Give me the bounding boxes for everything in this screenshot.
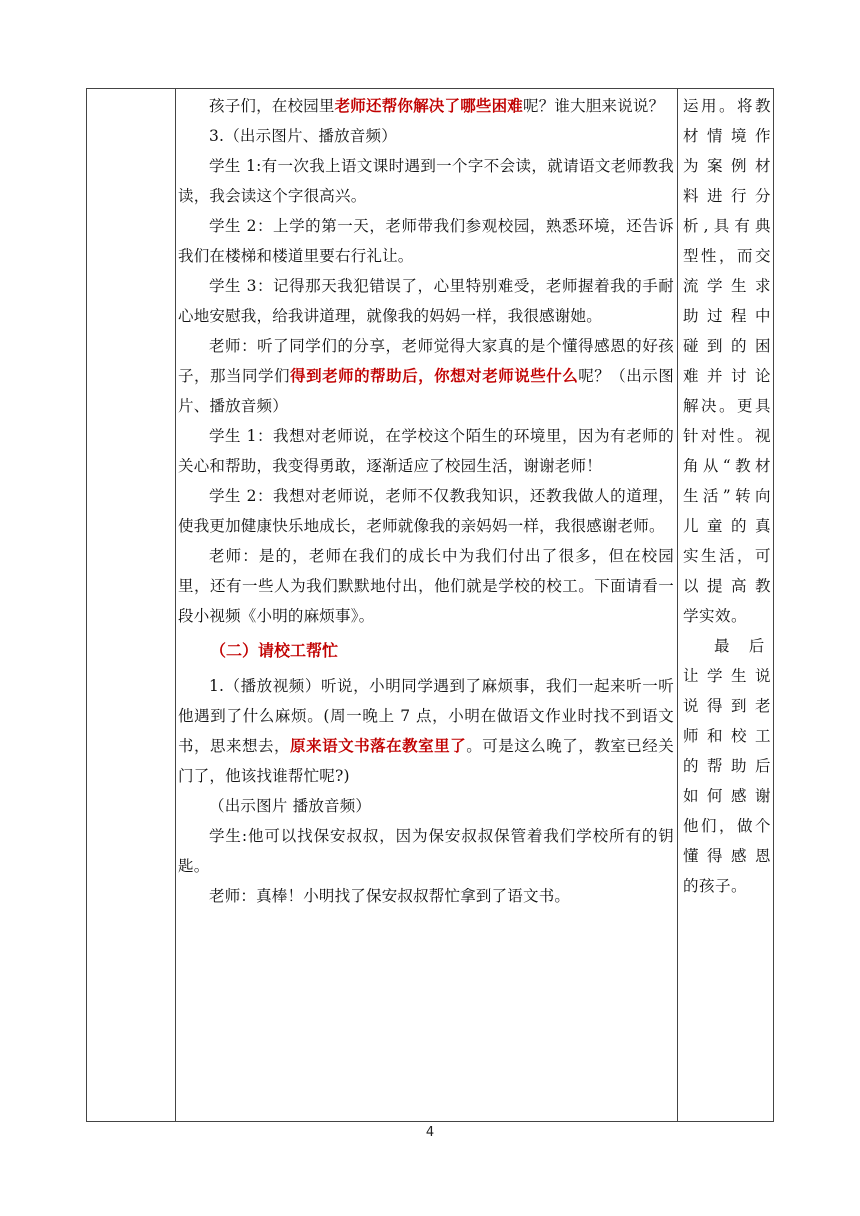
side-note-line: 懂得感恩 <box>683 847 771 865</box>
highlight-text: 原来语文书落在教室里了 <box>290 736 467 755</box>
side-note-line: 最后 <box>714 637 765 655</box>
paragraph: 老师：是的，老师在我们的成长中为我们付出了很多，但在校园里，还有一些人为我们默默地付出，他们就是学校的校工。下面请看一段小视频《小明的麻烦事》。 <box>178 547 674 625</box>
side-note <box>683 631 771 901</box>
side-note-line: 如何感谢 <box>683 787 771 805</box>
side-note-line: 为案例材 <box>683 157 771 175</box>
paragraph: 3.（出示图片、播放音频） <box>209 127 397 145</box>
paragraph: 学生 1：我想对老师说，在学校这个陌生的环境里，因为有老师的关心和帮助，我变得勇敢，逐渐适应了校园生活，谢谢老师！ <box>178 427 674 475</box>
side-note-line: 析,具有典 <box>683 217 771 235</box>
side-note-line: 料进行分 <box>683 187 771 205</box>
side-note-line: 碰到的困 <box>683 337 771 355</box>
paragraph: 学生:他可以找保安叔叔，因为保安叔叔保管着我们学校所有的钥匙。 <box>178 827 674 875</box>
side-note-line: 学实效。 <box>683 607 748 625</box>
lesson-table <box>86 88 774 1122</box>
side-note-line: 师和校工 <box>683 727 771 745</box>
design-intent-cell <box>683 91 771 901</box>
paragraph: （出示图片 播放音频） <box>209 797 372 815</box>
paragraph: 学生 2：上学的第一天，老师带我们参观校园，熟悉环境，还告诉我们在楼梯和楼道里要右行礼让。 <box>178 217 674 265</box>
paragraph: 老师：真棒！小明找了保安叔叔帮忙拿到了语文书。 <box>209 887 571 905</box>
paragraph: 学生 2：我想对老师说，老师不仅教我知识，还教我做人的道理，使我更加健康快乐地成长，老师就像我的亲妈妈一样，我很感谢老师。 <box>178 487 674 535</box>
section-heading: （二）请校工帮忙 <box>210 641 339 660</box>
side-note-line: 实生活，可 <box>683 547 771 565</box>
paragraph: 1.（播放视频）听说，小明同学遇到了麻烦事，我们一起来听一听他遇到了什么麻烦。(周一晚上 7 点，小明在做语文作业时找不到语文书，思来想去，原来语文书落在教室里了。可是这么晚了，教室已经关门了，他该找谁帮忙呢?) <box>178 677 675 785</box>
side-note-line: 型性，而交 <box>683 247 771 265</box>
column-divider <box>175 89 176 1121</box>
side-note-line: 角从“教材 <box>683 457 771 475</box>
side-note-line: 流学生求 <box>683 277 771 295</box>
side-note-line: 材情境作 <box>683 127 771 145</box>
side-note-line: 他们，做个 <box>683 817 771 835</box>
side-note-line: 儿童的真 <box>683 517 771 535</box>
side-note-line: 的孩子。 <box>683 877 748 895</box>
teaching-process-cell <box>178 91 674 911</box>
highlight-text: 老师还帮你解决了哪些困难 <box>334 96 524 115</box>
paragraph: 老师：听了同学们的分享，老师觉得大家真的是个懂得感恩的好孩子，那当同学们得到老师的帮助后，你想对老师说些什么呢？（出示图片、播放音频） <box>178 337 674 415</box>
side-note-line: 难并讨论 <box>683 367 771 385</box>
highlight-text: 得到老师的帮助后，你想对老师说些什么 <box>290 366 579 385</box>
side-note-line: 以提高教 <box>683 577 771 595</box>
side-note-line: 让学生说 <box>683 667 771 685</box>
page-number: 4 <box>425 1125 435 1140</box>
side-note-line: 生活”转向 <box>683 487 771 505</box>
side-note <box>683 91 771 631</box>
paragraph: 学生 3：记得那天我犯错误了，心里特别难受，老师握着我的手耐心地安慰我，给我讲道理，就像我的妈妈一样，我很感谢她。 <box>178 277 674 325</box>
paragraph: 学生 1:有一次我上语文课时遇到一个字不会读，就请语文老师教我读，我会读这个字很高兴。 <box>178 157 674 205</box>
side-note-line: 解决。更具 <box>683 397 771 415</box>
side-note-line: 说得到老 <box>683 697 771 715</box>
paragraph: 孩子们，在校园里老师还帮你解决了哪些困难呢？谁大胆来说说？ <box>209 96 665 115</box>
side-note-line: 针对性。视 <box>683 427 771 445</box>
column-divider <box>677 89 678 1121</box>
side-note-line: 助过程中 <box>683 307 771 325</box>
side-note-line: 的帮助后 <box>683 757 771 775</box>
side-note-line: 运用。将教 <box>683 97 771 115</box>
